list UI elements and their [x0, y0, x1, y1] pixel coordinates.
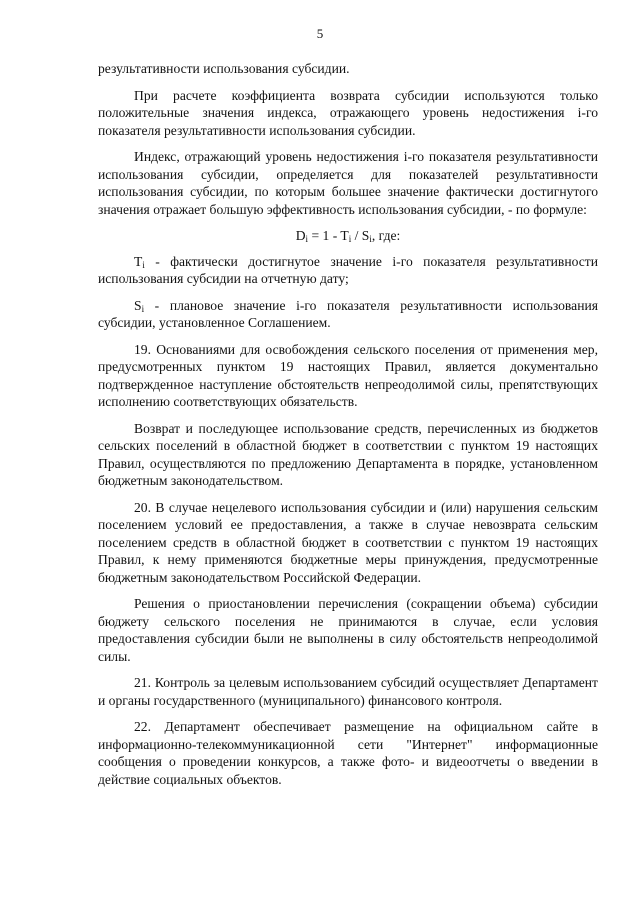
- formula-t-subscript: i: [348, 234, 352, 244]
- paragraph-index-definition: Индекс, отражающий уровень недостижения i-го показателя результативности использования субсидии, определяется для показателей результативности использования субсидии, по которым большее значение фактически достигнутого значения отражает большую эффективность использования субсидии, - по формуле:: [98, 149, 598, 217]
- formula-tail: , где:: [371, 228, 401, 243]
- definition-t-text: - фактически достигнутое значение i-го показателя результативности использования субсидии на отчетную дату;: [98, 253, 598, 286]
- definition-t-var: T: [134, 253, 143, 269]
- paragraph-20: 20. В случае нецелевого использования субсидии и (или) нарушения сельским поселением условий ее предоставления, а также в случае невозврата сельским поселением средств в областной бюджет в соответствии с пунктом 19 настоящих Правил, к нему применяются бюджетные меры принуждения, предусмотренные бюджетным законодательством Российской Федерации.: [98, 499, 598, 585]
- definition-s: [98, 297, 598, 332]
- document-body: [98, 60, 598, 797]
- formula-slash: / S: [351, 228, 370, 243]
- formula: [98, 227, 598, 245]
- paragraph-continuation: результативности использования субсидии.: [98, 61, 350, 76]
- formula-d: D: [295, 228, 306, 243]
- definition-t: [98, 253, 598, 288]
- paragraph-21: 21. Контроль за целевым использованием субсидий осуществляет Департамент и органы государственного (муниципального) финансового контроля.: [98, 675, 598, 708]
- formula-d-subscript: i: [305, 234, 309, 244]
- formula-middle: = 1 - T: [308, 228, 349, 243]
- definition-s-text: - плановое значение i-го показателя результативности использования субсидии, установленное Соглашением.: [98, 297, 598, 330]
- formula-s-subscript: i: [369, 234, 372, 244]
- definition-s-var: S: [134, 297, 142, 313]
- paragraph-19: 19. Основаниями для освобождения сельского поселения от применения мер, предусмотренных пунктом 19 настоящих Правил, является документально подтвержденное наступление обстоятельств непреодолимой силы, препятствующих исполнению соответствующих обязательств.: [98, 341, 598, 409]
- paragraph-22: 22. Департамент обеспечивает размещение на официальном сайте в информационно-телекоммуникационной сети "Интернет" информационные сообщения о проведении конкурсов, а также фото- и видеоотчеты о введении в действие социальных объектов.: [98, 719, 598, 787]
- paragraph-suspension: Решения о приостановлении перечисления (сокращении объема) субсидии бюджету сельского поселения не принимаются в случае, если условия предоставления субсидии были не выполнены в силу обстоятельств непреодолимой силы.: [98, 596, 598, 664]
- page-number: 5: [316, 26, 324, 41]
- paragraph-return-funds: Возврат и последующее использование средств, перечисленных из бюджетов сельских поселений в областной бюджет в соответствии с пунктом 19 настоящих Правил, осуществляются по предложению Департамента в порядке, установленном бюджетным законодательством.: [98, 420, 598, 488]
- definition-t-subscript: i: [142, 259, 145, 270]
- paragraph-return-coefficient: При расчете коэффициента возврата субсидии используются только положительные значения индекса, отражающего уровень недостижения i-го показателя результативности использования субсидии.: [98, 87, 598, 138]
- definition-s-subscript: i: [141, 303, 145, 314]
